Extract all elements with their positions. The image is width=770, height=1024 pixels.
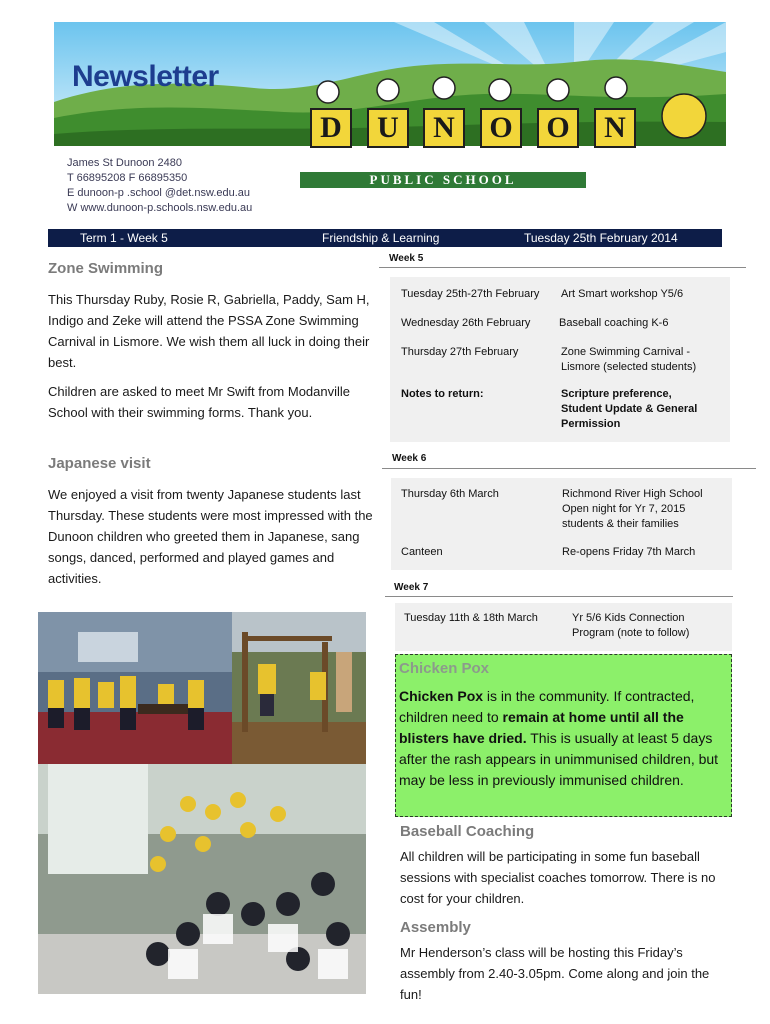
event-date: Tuesday 25th-27th February <box>401 288 540 300</box>
chicken-pox-text: This is usually at least 5 days after the rash appears in unimmunised children, but may be less in previously immunised children. <box>399 730 719 788</box>
event-description: Re-opens Friday 7th March <box>562 546 696 558</box>
chicken-pox-emphasis: remain at home until all the blisters have dried. <box>399 709 684 746</box>
chicken-pox-paragraph <box>399 686 727 791</box>
baseball-paragraph: All children will be participating in some fun baseball sessions with specialist coaches tomorrow. There is no cost for your children. <box>400 849 716 906</box>
school-letter: U <box>367 108 409 148</box>
event-description: Zone Swimming Carnival - Lismore (selected students) <box>561 346 697 373</box>
term-label: Term 1 - Week 5 <box>80 231 168 245</box>
zone-swimming-heading: Zone Swimming <box>48 260 164 277</box>
zone-swimming-paragraph: This Thursday Ruby, Rosie R, Gabriella, Paddy, Sam H, Indigo and Zeke will attend the PSSA Zone Swimming Carnival in Lismore. We wish them all luck in doing their best. <box>48 292 370 370</box>
assembly-heading: Assembly <box>400 919 471 936</box>
school-subtitle: PUBLIC SCHOOL <box>300 172 586 188</box>
school-letter: D <box>310 108 352 148</box>
week-divider <box>385 596 733 597</box>
school-letter: N <box>594 108 636 148</box>
event-date: Thursday 27th February <box>401 346 519 358</box>
notes-items: Scripture preference, Student Update & General Permission <box>561 388 698 430</box>
week-divider <box>379 267 746 268</box>
contact-phone: T 66895208 F 66895350 <box>67 172 188 184</box>
japanese-visit-paragraph: We enjoyed a visit from twenty Japanese students last Thursday. These students were most impressed with the Dunoon children who greeted them in Japanese, sang songs, danced, performed and played games and activities. <box>48 487 373 586</box>
event-date: Wednesday 26th February <box>401 317 531 329</box>
newsletter-title: Newsletter <box>72 60 219 93</box>
issue-date: Tuesday 25th February 2014 <box>524 231 678 245</box>
week-table <box>390 277 730 442</box>
event-date: Tuesday 11th & 18th March <box>404 612 538 624</box>
chicken-pox-lead: Chicken Pox <box>399 688 484 704</box>
contact-address: James St Dunoon 2480 <box>67 157 182 169</box>
event-description: Richmond River High School Open night for Yr 7, 2015 students & their families <box>562 488 703 530</box>
motto-label: Friendship & Learning <box>322 231 440 245</box>
school-letter: O <box>480 108 522 148</box>
baseball-heading: Baseball Coaching <box>400 823 535 840</box>
event-date: Thursday 6th March <box>401 488 499 500</box>
term-bar <box>48 229 722 247</box>
week-label: Week 5 <box>389 253 424 264</box>
school-letter: N <box>423 108 465 148</box>
japanese-visit-heading: Japanese visit <box>48 455 151 472</box>
photo-students-hall <box>38 612 232 764</box>
event-description: Baseball coaching K-6 <box>559 317 669 329</box>
notes-label: Notes to return: <box>401 388 484 400</box>
zone-swimming-paragraph: Children are asked to meet Mr Swift from Modanville School with their swimming forms. Thank you. <box>48 384 351 420</box>
school-letter: O <box>537 108 579 148</box>
week-divider <box>382 468 756 469</box>
event-description: Art Smart workshop Y5/6 <box>561 288 684 300</box>
contact-email: E dunoon-p .school @det.nsw.edu.au <box>67 187 251 199</box>
assembly-paragraph: Mr Henderson’s class will be hosting this Friday’s assembly from 2.40-3.05pm. Come along and join the fun! <box>400 945 710 1002</box>
week-label: Week 7 <box>394 582 429 593</box>
chicken-pox-text: is in the community. If contracted, children need to <box>399 688 695 725</box>
week-label: Week 6 <box>392 453 427 464</box>
week-table <box>395 603 732 651</box>
contact-website: W www.dunoon-p.schools.nsw.edu.au <box>67 202 253 214</box>
event-description: Yr 5/6 Kids Connection Program (note to follow) <box>572 612 690 639</box>
event-date: Canteen <box>401 546 443 558</box>
contact-details <box>67 156 252 216</box>
chicken-pox-heading: Chicken Pox <box>399 660 490 677</box>
photo-students-gathered <box>38 764 366 994</box>
week-table <box>391 478 732 570</box>
photo-playground <box>232 612 366 764</box>
